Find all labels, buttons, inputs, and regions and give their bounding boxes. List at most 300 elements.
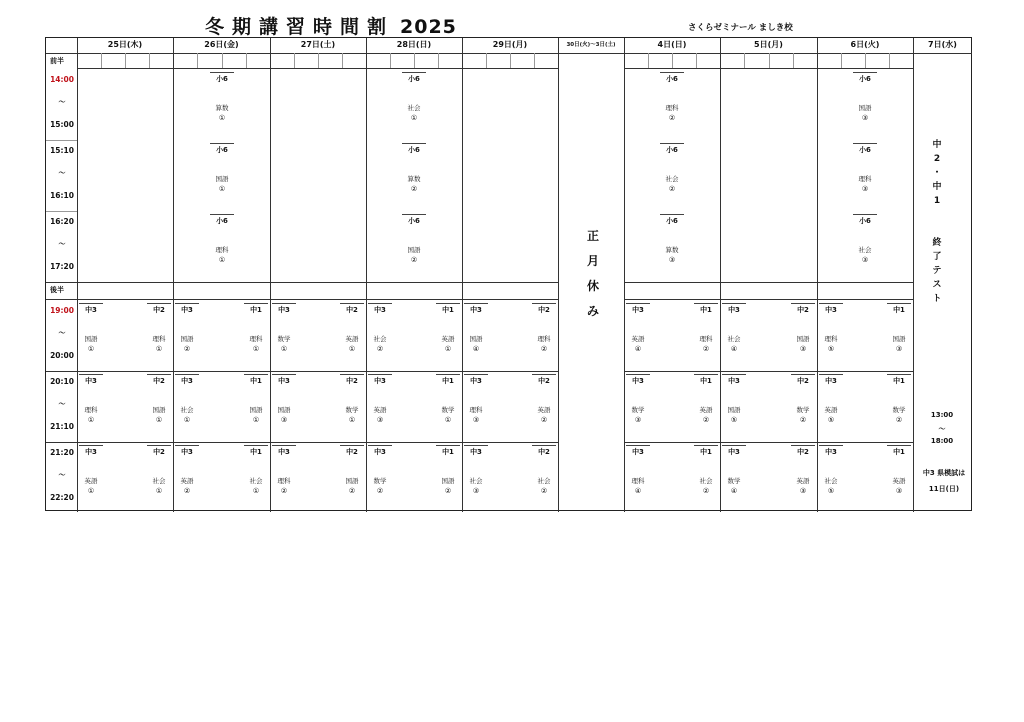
- grade-label: 中2: [797, 448, 809, 456]
- grade-label: 小6: [408, 75, 420, 83]
- page-title: [205, 12, 457, 39]
- class-entry-body: [368, 303, 392, 354]
- subject-label: 数学: [796, 406, 810, 414]
- session-number: ①: [155, 416, 163, 424]
- slot-divider: [46, 371, 558, 372]
- column-divider: [558, 38, 559, 512]
- column-divider: [462, 38, 463, 512]
- class-entry-body: [722, 303, 746, 354]
- class-entry-body: [272, 303, 296, 354]
- session-number: ①: [252, 487, 260, 495]
- grade-label: 中2: [538, 448, 550, 456]
- subcolumn-divider: [841, 53, 842, 68]
- class-entry-body: [660, 143, 684, 194]
- class-entry-body: [791, 445, 815, 496]
- new-year-holiday-label: 正 月 休 み: [586, 229, 599, 318]
- subject-label: 社会: [469, 477, 483, 485]
- grade-label: 中2: [538, 306, 550, 314]
- subject-label: 英語: [892, 477, 906, 485]
- subcolumn-divider: [414, 53, 415, 68]
- slot-divider: [46, 211, 77, 212]
- grade-label: 小6: [216, 146, 228, 154]
- class-entry: [340, 374, 364, 425]
- class-entry: [175, 303, 199, 354]
- subcolumn-divider: [149, 53, 150, 68]
- grade-label: 中3: [374, 448, 386, 456]
- time-separator: 〜: [58, 400, 66, 408]
- time-end: 17:20: [50, 262, 74, 271]
- class-entry: [436, 303, 460, 354]
- subject-label: 社会: [858, 246, 872, 254]
- grade-label: 中1: [893, 377, 905, 385]
- section-label-first: 前半: [50, 57, 64, 65]
- subject-label: 英語: [373, 406, 387, 414]
- grade-label: 中3: [470, 377, 482, 385]
- header-divider: [46, 53, 972, 54]
- grade-label: 小6: [859, 75, 871, 83]
- subject-label: 理科: [84, 406, 98, 414]
- day-header-d7: 7日(水): [928, 40, 957, 49]
- class-entry: [722, 303, 746, 354]
- class-entry: [626, 303, 650, 354]
- grade-label: 小6: [859, 146, 871, 154]
- class-entry-body: [853, 143, 877, 194]
- session-number: ①: [252, 345, 260, 353]
- subject-label: 社会: [665, 175, 679, 183]
- class-entry-body: [464, 303, 488, 354]
- day-header-hol: 30日(火)〜3日(土): [566, 42, 616, 48]
- subject-label: 国語: [180, 335, 194, 343]
- subject-label: 算数: [665, 246, 679, 254]
- session-number: ②: [540, 345, 548, 353]
- class-entry: [694, 303, 718, 354]
- grade-label: 中3: [728, 448, 740, 456]
- grade-label: 中3: [632, 448, 644, 456]
- class-entry: [532, 303, 556, 354]
- subcolumn-divider: [318, 53, 319, 68]
- class-entry: [175, 445, 199, 496]
- class-entry: [368, 303, 392, 354]
- grade-label: 小6: [666, 217, 678, 225]
- grade-label: 中3: [85, 448, 97, 456]
- class-entry: [694, 374, 718, 425]
- grade-label: 中2: [346, 448, 358, 456]
- subject-label: 社会: [407, 104, 421, 112]
- class-entry-body: [464, 445, 488, 496]
- grade-label: 中3: [825, 377, 837, 385]
- grade-label: 中3: [278, 377, 290, 385]
- subject-label: 数学: [631, 406, 645, 414]
- column-divider: [77, 38, 78, 512]
- subject-label: 国語: [249, 406, 263, 414]
- day-header-d26: 26日(金): [204, 40, 239, 49]
- grade-label: 中3: [181, 377, 193, 385]
- subject-label: 英語: [537, 406, 551, 414]
- slot-divider: [46, 442, 558, 443]
- grade-label: 中1: [250, 448, 262, 456]
- jan7-note-line1: 中3 県模試は: [922, 469, 966, 477]
- subject-label: 国語: [469, 335, 483, 343]
- grade-label: 中2: [346, 377, 358, 385]
- class-entry-body: [79, 303, 103, 354]
- subcolumn-divider: [769, 53, 770, 68]
- subject-label: 理科: [631, 477, 645, 485]
- class-entry-body: [436, 374, 460, 425]
- jan7-time-start: 13:00: [930, 411, 954, 419]
- session-number: ④: [730, 345, 738, 353]
- grade-label: 中3: [825, 306, 837, 314]
- session-number: ②: [799, 416, 807, 424]
- day-header-d5: 5日(月): [754, 40, 783, 49]
- session-number: ①: [348, 345, 356, 353]
- class-entry: [340, 303, 364, 354]
- grade-label: 中3: [470, 448, 482, 456]
- session-number: ①: [218, 185, 226, 193]
- time-separator: 〜: [58, 98, 66, 106]
- session-number: ③: [895, 345, 903, 353]
- column-divider: [720, 38, 721, 512]
- class-entry-body: [626, 374, 650, 425]
- subject-label: 国語: [345, 477, 359, 485]
- subject-label: 社会: [373, 335, 387, 343]
- day-header-d28: 28日(日): [396, 40, 432, 49]
- grade-label: 中3: [825, 448, 837, 456]
- time-start: 15:10: [50, 146, 74, 155]
- class-entry: [147, 303, 171, 354]
- subject-label: 国語: [441, 477, 455, 485]
- session-number: ③: [861, 185, 869, 193]
- session-number: ③: [634, 416, 642, 424]
- class-entry-body: [210, 72, 234, 123]
- subject-label: 国語: [407, 246, 421, 254]
- session-number: ①: [280, 345, 288, 353]
- session-number: ②: [444, 487, 452, 495]
- session-number: ②: [376, 487, 384, 495]
- class-entry-body: [244, 303, 268, 354]
- grade-label: 中2: [346, 306, 358, 314]
- subject-label: 理科: [858, 175, 872, 183]
- column-divider: [366, 38, 367, 512]
- class-entry-body: [244, 374, 268, 425]
- subject-label: 国語: [152, 406, 166, 414]
- grade-label: 小6: [666, 146, 678, 154]
- jan7-note-line2: 11日(日): [928, 485, 960, 493]
- grade-label: 中2: [797, 306, 809, 314]
- session-number: ④: [634, 487, 642, 495]
- subject-label: 理科: [537, 335, 551, 343]
- subject-label: 社会: [699, 477, 713, 485]
- class-entry: [79, 303, 103, 354]
- class-entry: [79, 445, 103, 496]
- class-entry: [272, 374, 296, 425]
- subject-label: 国語: [727, 406, 741, 414]
- subcolumn-divider: [486, 53, 487, 68]
- time-end: 20:00: [50, 351, 74, 360]
- subject-label: 国語: [277, 406, 291, 414]
- class-entry: [887, 374, 911, 425]
- session-number: ②: [540, 487, 548, 495]
- grade-label: 中3: [728, 306, 740, 314]
- class-entry: [147, 374, 171, 425]
- slot-divider: [46, 140, 77, 141]
- section-divider: [624, 299, 913, 300]
- grade-label: 中1: [442, 306, 454, 314]
- subject-label: 数学: [277, 335, 291, 343]
- session-number: ③: [799, 487, 807, 495]
- column-divider: [913, 38, 914, 512]
- subject-label: 理科: [469, 406, 483, 414]
- class-entry-body: [660, 214, 684, 265]
- grade-label: 中3: [374, 377, 386, 385]
- time-separator: 〜: [58, 471, 66, 479]
- class-entry: [791, 374, 815, 425]
- grade-label: 中2: [153, 448, 165, 456]
- grade-label: 小6: [216, 217, 228, 225]
- section-divider: [77, 68, 558, 69]
- session-number: ③: [280, 416, 288, 424]
- class-entry: [147, 445, 171, 496]
- subject-label: 社会: [727, 335, 741, 343]
- class-entry-body: [244, 445, 268, 496]
- subcolumn-divider: [438, 53, 439, 68]
- class-entry: [660, 143, 684, 194]
- class-entry: [887, 445, 911, 496]
- school-name: さくらゼミナール ましき校: [688, 23, 793, 33]
- class-entry-body: [340, 303, 364, 354]
- time-end: 22:20: [50, 493, 74, 502]
- session-number: ①: [444, 416, 452, 424]
- class-entry: [464, 374, 488, 425]
- class-entry-body: [147, 445, 171, 496]
- slot-divider: [624, 442, 913, 443]
- class-entry: [368, 445, 392, 496]
- grade-label: 中1: [442, 377, 454, 385]
- grade-label: 中2: [538, 377, 550, 385]
- grade-label: 中2: [153, 377, 165, 385]
- class-entry-body: [660, 72, 684, 123]
- class-entry-body: [402, 72, 426, 123]
- class-entry-body: [791, 303, 815, 354]
- section-divider: [46, 299, 558, 300]
- subcolumn-divider: [865, 53, 866, 68]
- subject-label: 社会: [824, 477, 838, 485]
- subject-label: 社会: [249, 477, 263, 485]
- grade-label: 中3: [85, 306, 97, 314]
- class-entry: [402, 143, 426, 194]
- day-header-d27: 27日(土): [300, 40, 336, 49]
- session-number: ②: [668, 114, 676, 122]
- grade-label: 中1: [893, 448, 905, 456]
- subcolumn-divider: [294, 53, 295, 68]
- subcolumn-divider: [125, 53, 126, 68]
- session-number: ②: [410, 185, 418, 193]
- subject-label: 英語: [824, 406, 838, 414]
- subject-label: 理科: [152, 335, 166, 343]
- subcolumn-divider: [793, 53, 794, 68]
- session-number: ②: [895, 416, 903, 424]
- grade-label: 中3: [278, 306, 290, 314]
- grade-label: 中3: [374, 306, 386, 314]
- class-entry: [402, 72, 426, 123]
- jan7-time-end: 18:00: [930, 437, 954, 445]
- class-entry-body: [464, 374, 488, 425]
- class-entry-body: [402, 143, 426, 194]
- session-number: ⑤: [827, 487, 835, 495]
- class-entry-body: [819, 303, 843, 354]
- grade-label: 小6: [666, 75, 678, 83]
- session-number: ①: [218, 256, 226, 264]
- class-entry-body: [791, 374, 815, 425]
- class-entry-body: [436, 445, 460, 496]
- subject-label: 数学: [345, 406, 359, 414]
- class-entry-body: [626, 445, 650, 496]
- session-number: ①: [218, 114, 226, 122]
- section-divider: [624, 282, 913, 283]
- class-entry: [819, 445, 843, 496]
- subject-label: 理科: [665, 104, 679, 112]
- class-entry-body: [272, 374, 296, 425]
- class-entry: [819, 374, 843, 425]
- session-number: ①: [87, 345, 95, 353]
- subject-label: 数学: [727, 477, 741, 485]
- class-entry: [532, 445, 556, 496]
- subcolumn-divider: [246, 53, 247, 68]
- class-entry: [819, 303, 843, 354]
- class-entry: [436, 445, 460, 496]
- session-number: ⑤: [730, 416, 738, 424]
- day-header-d29: 29日(月): [492, 40, 528, 49]
- class-entry-body: [210, 143, 234, 194]
- class-entry: [402, 214, 426, 265]
- class-entry: [660, 214, 684, 265]
- grade-label: 中3: [728, 377, 740, 385]
- time-end: 15:00: [50, 120, 74, 129]
- session-number: ①: [87, 487, 95, 495]
- class-entry: [175, 374, 199, 425]
- class-entry: [464, 303, 488, 354]
- session-number: ③: [668, 256, 676, 264]
- class-entry-body: [175, 374, 199, 425]
- subcolumn-divider: [889, 53, 890, 68]
- grade-label: 中3: [632, 306, 644, 314]
- session-number: ④: [730, 487, 738, 495]
- subject-label: 英語: [345, 335, 359, 343]
- class-entry-body: [368, 445, 392, 496]
- subject-label: 英語: [699, 406, 713, 414]
- subcolumn-divider: [744, 53, 745, 68]
- grade-label: 中2: [797, 377, 809, 385]
- class-entry-body: [340, 374, 364, 425]
- grade-label: 小6: [408, 146, 420, 154]
- subcolumn-divider: [510, 53, 511, 68]
- class-entry-body: [694, 445, 718, 496]
- grade-label: 中1: [893, 306, 905, 314]
- session-number: ②: [348, 487, 356, 495]
- session-number: ②: [183, 345, 191, 353]
- time-start: 14:00: [50, 75, 74, 84]
- subject-label: 社会: [180, 406, 194, 414]
- session-number: ②: [702, 416, 710, 424]
- column-divider: [270, 38, 271, 512]
- time-start: 16:20: [50, 217, 74, 226]
- class-entry: [853, 72, 877, 123]
- grade-label: 中1: [700, 306, 712, 314]
- class-entry-body: [368, 374, 392, 425]
- class-entry: [340, 445, 364, 496]
- subject-label: 英語: [441, 335, 455, 343]
- title-year: 2025: [400, 16, 457, 38]
- class-entry-body: [853, 214, 877, 265]
- subject-label: 理科: [249, 335, 263, 343]
- session-number: ⑤: [827, 345, 835, 353]
- subcolumn-divider: [222, 53, 223, 68]
- session-number: ②: [410, 256, 418, 264]
- grade-label: 中3: [181, 448, 193, 456]
- subcolumn-divider: [342, 53, 343, 68]
- subcolumn-divider: [101, 53, 102, 68]
- class-entry-body: [694, 303, 718, 354]
- subject-label: 理科: [215, 246, 229, 254]
- session-number: ②: [376, 345, 384, 353]
- subcolumn-divider: [648, 53, 649, 68]
- session-number: ③: [799, 345, 807, 353]
- class-entry: [694, 445, 718, 496]
- class-entry: [791, 303, 815, 354]
- grade-label: 小6: [859, 217, 871, 225]
- session-number: ①: [155, 487, 163, 495]
- subcolumn-divider: [390, 53, 391, 68]
- column-divider: [173, 38, 174, 512]
- day-header-d6: 6日(火): [850, 40, 880, 49]
- subject-label: 算数: [407, 175, 421, 183]
- class-entry-body: [210, 214, 234, 265]
- subcolumn-divider: [534, 53, 535, 68]
- subject-label: 国語: [858, 104, 872, 112]
- session-number: ③: [861, 256, 869, 264]
- section-label-second: 後半: [50, 286, 64, 294]
- class-entry-body: [887, 303, 911, 354]
- class-entry: [244, 445, 268, 496]
- session-number: ③: [472, 416, 480, 424]
- session-number: ②: [540, 416, 548, 424]
- class-entry-body: [147, 303, 171, 354]
- subject-label: 理科: [699, 335, 713, 343]
- class-entry: [887, 303, 911, 354]
- session-number: ②: [668, 185, 676, 193]
- class-entry-body: [819, 374, 843, 425]
- class-entry-body: [402, 214, 426, 265]
- class-entry: [272, 445, 296, 496]
- session-number: ①: [252, 416, 260, 424]
- class-entry-body: [532, 374, 556, 425]
- grade-label: 中1: [700, 377, 712, 385]
- subject-label: 数学: [373, 477, 387, 485]
- class-entry-body: [722, 445, 746, 496]
- time-start: 19:00: [50, 306, 74, 315]
- class-entry-body: [436, 303, 460, 354]
- session-number: ①: [348, 416, 356, 424]
- subcolumn-divider: [197, 53, 198, 68]
- session-number: ④: [472, 345, 480, 353]
- column-divider: [817, 38, 818, 512]
- slot-divider: [624, 371, 913, 372]
- subject-label: 理科: [277, 477, 291, 485]
- time-end: 21:10: [50, 422, 74, 431]
- class-entry-body: [147, 374, 171, 425]
- class-entry-body: [272, 445, 296, 496]
- class-entry-body: [340, 445, 364, 496]
- grade-label: 中1: [250, 377, 262, 385]
